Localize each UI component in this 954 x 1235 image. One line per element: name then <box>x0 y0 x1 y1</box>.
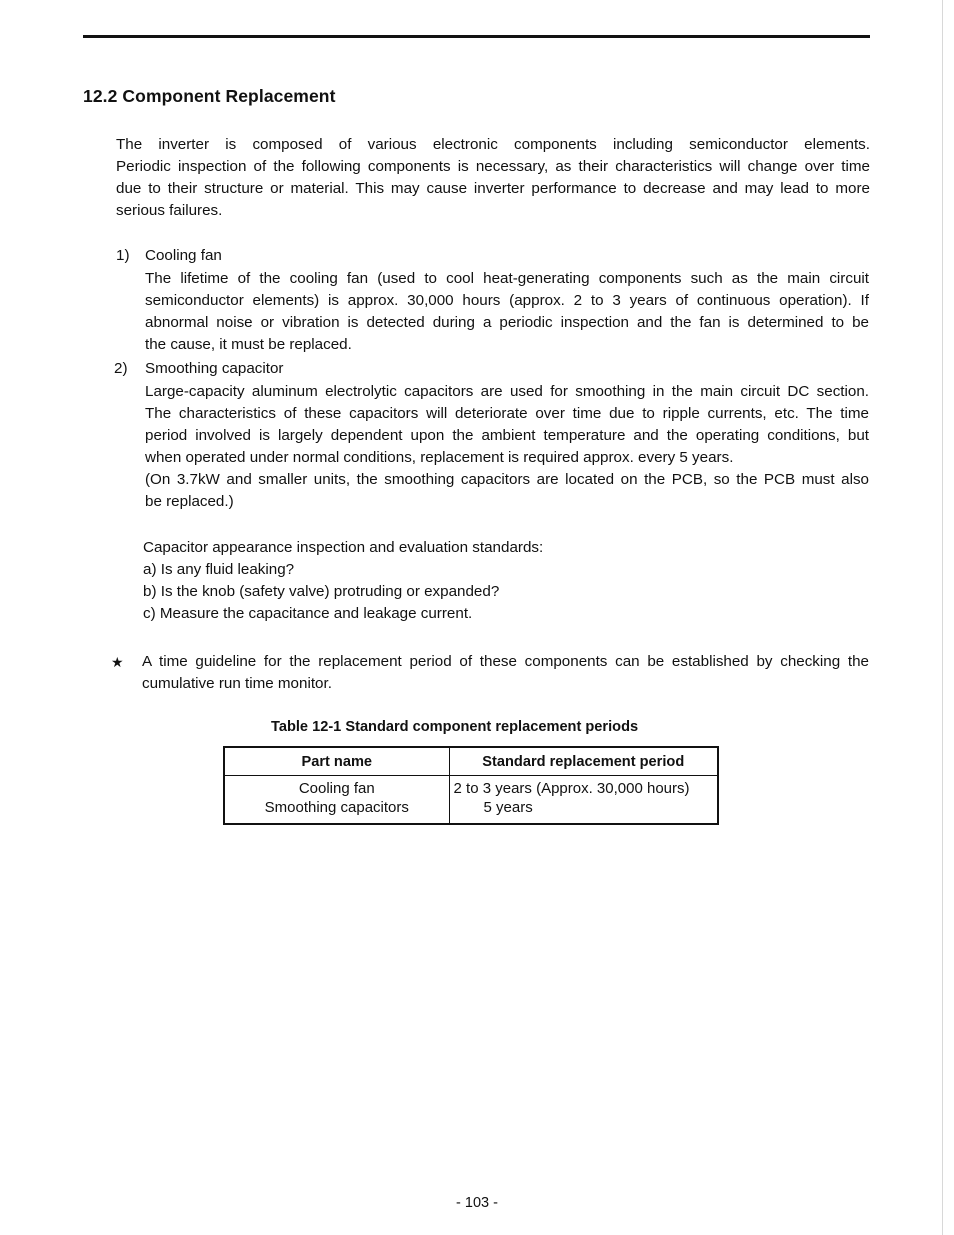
inspection-item: c) Measure the capacitance and leakage current. <box>143 605 473 622</box>
table-header-row <box>224 747 718 776</box>
item-line: semiconductor elements) is approx. 30,000 hours (approx. 2 to 3 years of continuous operation). If <box>145 292 869 309</box>
item-line: (On 3.7kW and smaller units, the smoothing capacitors are located on the PCB, so the PCB must also <box>145 471 869 488</box>
inspection-heading: Capacitor appearance inspection and evaluation standards: <box>143 539 544 556</box>
item-line: abnormal noise or vibration is detected during a periodic inspection and the fan is determined to be <box>145 314 869 331</box>
star-icon: ★ <box>111 654 124 670</box>
item-line: period involved is largely dependent upon the ambient temperature and the operating conditions, but <box>145 427 869 444</box>
column-header-part-name: Part name <box>224 747 449 776</box>
item-line: be replaced.) <box>145 493 234 510</box>
item-body <box>145 381 869 513</box>
note-line: A time guideline for the replacement period of these components can be established by checking the <box>142 653 869 670</box>
capacitor-inspection <box>143 537 869 625</box>
intro-paragraph <box>116 134 870 222</box>
item-heading: Smoothing capacitor <box>145 360 284 377</box>
note-line: cumulative run time monitor. <box>142 675 332 692</box>
table-caption: Table 12-1 Standard component replacement periods <box>271 719 639 735</box>
page-number: - 103 - <box>456 1195 498 1211</box>
item-line: The characteristics of these capacitors will deteriorate over time due to ripple currents, etc. The time <box>145 405 869 422</box>
item-line: Large-capacity aluminum electrolytic capacitors are used for smoothing in the main circuit DC section. <box>145 383 869 400</box>
inspection-item: b) Is the knob (safety valve) protruding or expanded? <box>143 583 500 600</box>
item-number: 2) <box>114 360 128 377</box>
inspection-item: a) Is any fluid leaking? <box>143 561 295 578</box>
part-name: Smoothing capacitors <box>264 799 409 816</box>
intro-line: due to their structure or material. This may cause inverter performance to decrease and may lead to more <box>116 180 870 197</box>
table-row <box>224 776 718 825</box>
column-header-period: Standard replacement period <box>449 747 718 776</box>
item-heading: Cooling fan <box>145 247 222 264</box>
intro-line: Periodic inspection of the following components is necessary, as their characteristics will change over time <box>116 158 870 175</box>
item-line: The lifetime of the cooling fan (used to cool heat-generating components such as the main circuit <box>145 270 869 287</box>
item-number: 1) <box>116 247 130 264</box>
intro-line: The inverter is composed of various electronic components including semiconductor elements. <box>116 136 870 153</box>
period-cell <box>449 776 718 825</box>
note-paragraph <box>142 651 869 695</box>
part-name: Cooling fan <box>298 780 375 797</box>
item-line: when operated under normal conditions, replacement is required approx. every 5 years. <box>145 449 734 466</box>
item-body <box>145 268 869 356</box>
header-rule <box>83 35 870 38</box>
part-name-cell <box>224 776 449 825</box>
scan-edge-line <box>942 0 943 1235</box>
replacement-period: 5 years <box>483 799 533 816</box>
replacement-table <box>223 746 719 825</box>
item-line: the cause, it must be replaced. <box>145 336 352 353</box>
intro-line: serious failures. <box>116 202 223 219</box>
replacement-period: 2 to 3 years (Approx. 30,000 hours) <box>453 780 690 797</box>
section-title: 12.2 Component Replacement <box>83 86 336 106</box>
